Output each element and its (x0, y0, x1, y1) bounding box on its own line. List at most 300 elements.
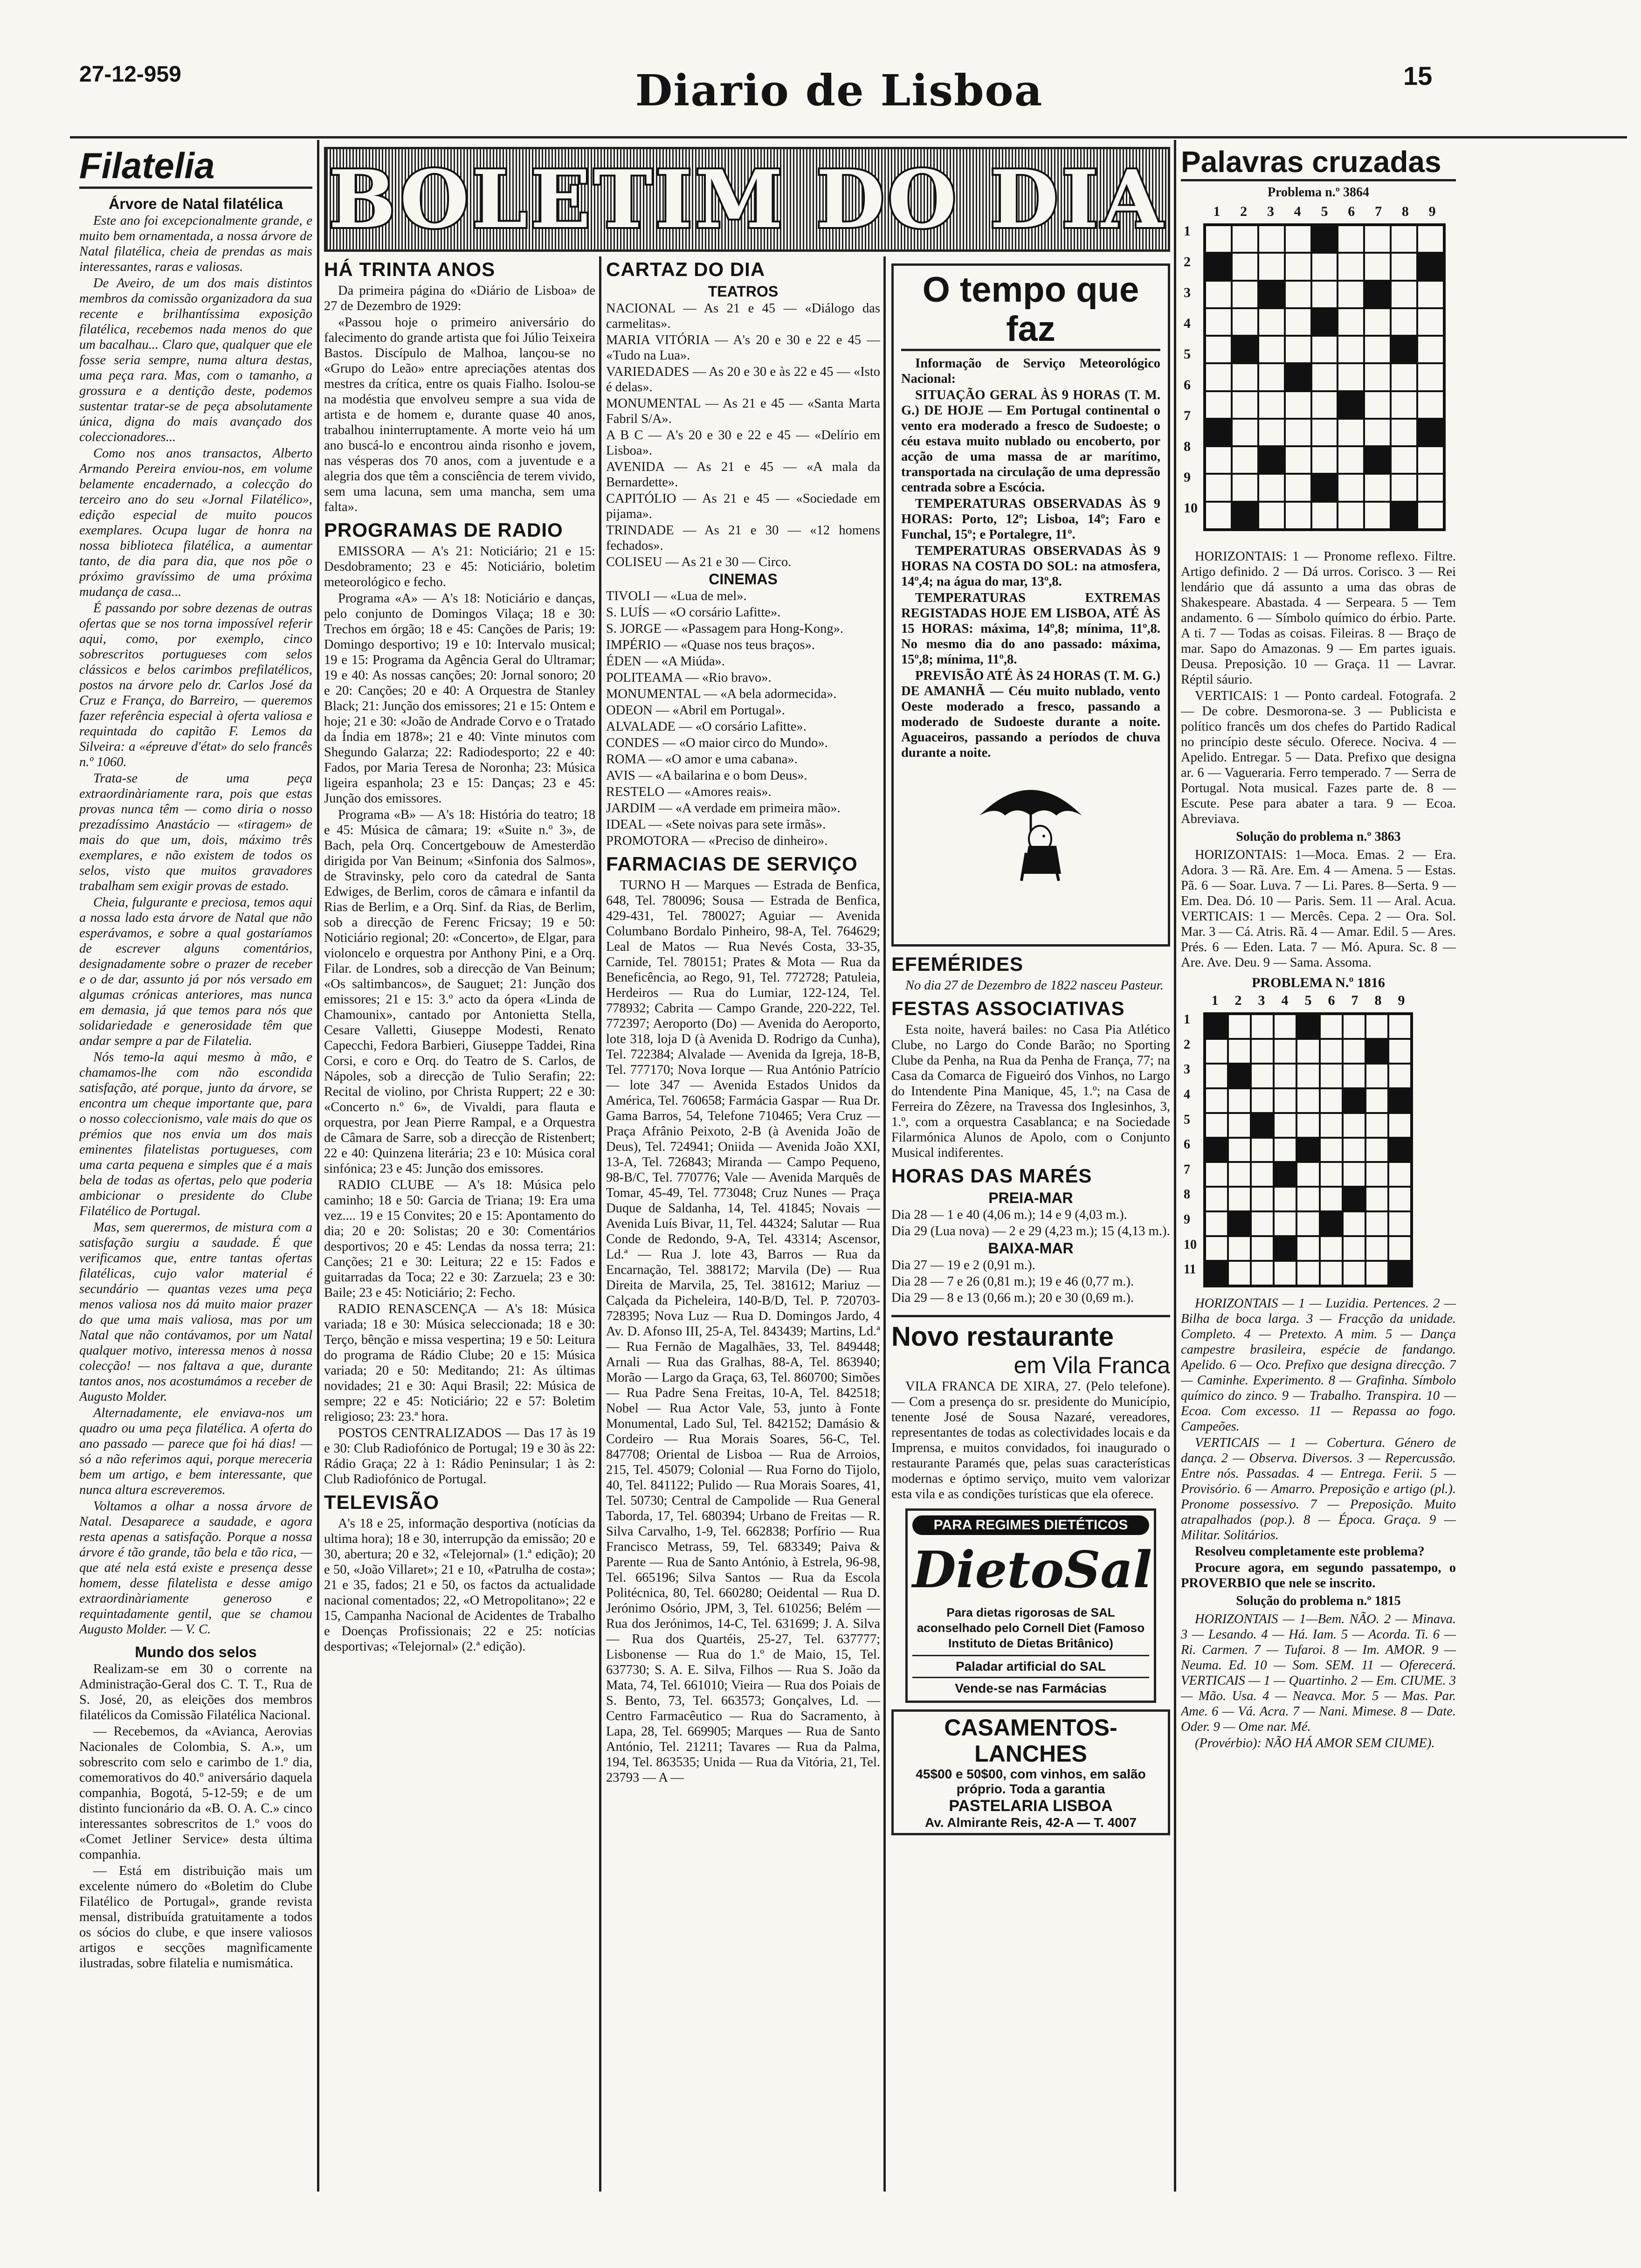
crossword-cell (1205, 1187, 1228, 1211)
right-middle-column (891, 954, 1170, 2189)
crossword-cell (1338, 474, 1364, 501)
filatelia-column (79, 145, 312, 2192)
crossword-cell (1388, 1162, 1411, 1187)
crossword-cell (1285, 308, 1311, 336)
crossword-cell (1258, 308, 1285, 336)
crossword-cell (1258, 363, 1285, 391)
crossword-cell (1365, 1187, 1388, 1211)
radio-paragraph: Programa «A» — A's 18: Noticiário e danças, pelo conjunto de Domingos Vilaça; 18 e 30: Trechos em órgão; 18 e 45: Canções de Paris; 19: Domingo desportivo; 19 e 10: Intervalo musical; 19 e 15: Programa da Agência Geral do Ultramar; 19 e 40: As nossas canções; 20: Jornal sonoro; 20 e 20: Canções; 20 e 40: A Orquestra de Stanley Black; 21: Junção dos emissores; 21 e 15: Ontem e hoje; 21 e 30: «João de Andrade Corvo e o Tratado da Índia em 1878»; 21 e 40: Vinte minutos com Shegundo Galarza; 22: Radiodesporto; 22 e 40: Fados, por Maria Teresa de Noronha; 23: Música ligeira espanhola; 23 e 15: Danças; 23 e 45: Junção dos emissores. (324, 591, 595, 806)
crossword-cell (1320, 1113, 1343, 1138)
efemerides-text: No dia 27 de Dezembro de 1822 nasceu Pasteur. (905, 978, 1164, 993)
crossword-cell (1228, 1138, 1251, 1162)
crossword-cell (1228, 1088, 1251, 1113)
radio-title: PROGRAMAS DE RADIO (324, 519, 563, 541)
crossword-cell (1205, 308, 1232, 336)
crossword-cell (1417, 419, 1444, 446)
teatros-title: TEATROS (708, 283, 779, 300)
crossword-cell (1364, 363, 1391, 391)
crossword-cell (1228, 1064, 1251, 1088)
col-label: 9 (1398, 993, 1405, 1008)
mundo-selos-paragraph: Realizam-se em 30 o corrente na Administração-Geral dos C. T. T., Rua de S. José, 20, as eleições dos membros filatélicos da Comissão Filatélica Nacional. (79, 1662, 312, 1722)
cinema-listing: ROMA — «O amor e uma cabana». (606, 752, 798, 767)
crossword-cell (1343, 1064, 1365, 1088)
crossword-cell (1228, 1039, 1251, 1064)
cinema-listing: S. LUÍS — «O corsário Lafitte». (606, 605, 781, 620)
row-label: 8 (1184, 1187, 1190, 1202)
col-label: 7 (1351, 993, 1358, 1008)
crossword-cell (1205, 1064, 1228, 1088)
crossword-cell (1205, 446, 1232, 474)
dietosal-ad (905, 1508, 1156, 1703)
crossword-cell (1364, 308, 1391, 336)
crossword-cell (1232, 281, 1258, 308)
sol-1815-text: HORIZONTAIS — 1—Bem. NÃO. 2 — Minava. 3 — Lesando. 4 — Há. Iam. 5 — Acorda. Ti. 6 — Ri. Carmen. 7 — Tufaroi. 8 — Im. AMOR. 9 — Neuma. Ed. 10 — Som. SEM. 11 — Oferecerá. VERTICAIS — 1 — Quartinho. 2 — Em. CIUME. 3 — Mão. Usa. 4 — Neavca. Mor. 5 — Mas. Par. Ame. 6 — Vá. Acra. 7 — Nani. Mimese. 8 — Date. Oder. 9 — Ome nar. Mé. (1181, 1612, 1456, 1734)
festas-text: Esta noite, haverá bailes: no Casa Pia Atlético Clube, no Largo do Conde Barão; no Sporting Clube da Penha, na Rua da Penha de França, 77; na Casa da Comarca de Figueiró dos Vinhos, no Largo do Intendente Pina Manique, 45, 1.º; na Casa de Ferreira do Zêzere, na Travessa dos Inglesinhos, 3, 1.º, com a orquestra Casablanca; e na Sociedade Filarmónica Alunos de Apolo, com o Conjunto Musical indiferentes. (891, 1023, 1170, 1160)
row-label: 5 (1184, 1112, 1190, 1127)
baixa-mar-entry: Dia 29 — 8 e 13 (0,66 m.); 20 e 30 (0,69 m.). (891, 1291, 1134, 1305)
cinema-listing: POLITEAMA — «Rio bravo». (606, 671, 772, 685)
crossword-cell (1388, 1211, 1411, 1236)
teatro-listing: TRINDADE — As 21 e 30 — «12 homens fechados». (606, 523, 880, 553)
cartaz-title: CARTAZ DO DIA (606, 259, 765, 280)
teatro-listing: VARIEDADES — As 20 e 30 e às 22 e 45 — «Isto é delas». (606, 365, 880, 394)
cinema-listing: RESTELO — «Amores reais». (606, 785, 772, 799)
restaurante-subtitle: em Vila Franca (1014, 1352, 1170, 1378)
column-rule (599, 256, 601, 2192)
dietosal-line2: Paladar artificial do SAL (912, 1655, 1149, 1674)
televisao-title: TELEVISÃO (324, 1491, 440, 1513)
radio-paragraph: RADIO CLUBE — A's 18: Música pelo caminho; 18 e 50: Garcia de Triana; 19: Era uma vez.... 19 e 15 Convites; 20 e 15: Apontamento do dia; 20 e 20: Solistas; 20 e 30: Comentários desportivos; 20 e 45: Lendas da nossa terra; 21: Canções; 21 e 30: Leitura; 22 e 15: Fados e guitarradas da Toca; 22 e 30: Zarzuela; 23 e 30: Baile; 23 e 45: Noticiário; 2: Fecho. (324, 1178, 595, 1300)
column-rule (317, 140, 319, 2192)
radio-paragraph: RADIO RENASCENÇA — A's 18: Música variada; 18 e 30: Música seleccionada; 18 e 30: Terço, bênção e missa vespertina; 19 e 50: Leitura do programa de Rádio Clube; 20 e 15: Música variada; 20 e 50: Meditando; 21: As últimas novidades; 21 e 30: Aqui Brasil; 22: Música de sempre; 22 e 45: Noticiário; 22 e 57: Boletim religioso; 23: 23.ª hora. (324, 1302, 595, 1424)
crossword-cell (1365, 1236, 1388, 1261)
crossword-cell (1251, 1138, 1274, 1162)
tempo-paragraph: TEMPERATURAS EXTREMAS REGISTADAS HOJE EM LISBOA, ATÉ ÀS 15 HORAS: máxima, 14º,8; mínima, 11º,8. No mesmo dia do ano passado: máxima, 15º,8; mínima, 11º,8. (901, 591, 1160, 667)
row-label: 7 (1184, 1162, 1190, 1177)
crossword-cell (1285, 225, 1311, 253)
crossword-cell (1285, 253, 1311, 280)
crossword-cell (1205, 1014, 1228, 1039)
filatelia-paragraph: Alternadamente, ele enviava-nos um quadro ou uma peça filatélica. A oferta do ano passado — parece que foi há dias! — só a não referimos aqui, porque mereceria bem um artigo, e bem interessante, que nunca altura escreveremos. (79, 1406, 312, 1497)
trinta-anos-paragraph: «Passou hoje o primeiro aniversário do falecimento do grande artista que foi Júlio Teixeira Bastos. Discípulo de Malhoa, lançou-se no «Grupo do Leão» entre apreciações atentas dos mestres da crítica, entre os quais Fialho. Isolou-se na modéstia que envolveu sempre a sua vida de artista e de homem e, durante quase 40 anos, trabalhou ininterruptamente. A morte veio há um ano buscá-lo e encontrou ainda risonho e jovem, nas vésperas dos 70 anos, com a juventude e a alegria dos que têm a consciência de terem vivido, sem uma lacuna, sem uma mancha, sem uma falta». (324, 315, 595, 514)
crossword-cell (1296, 1064, 1319, 1088)
efemerides-title: EFEMÉRIDES (891, 954, 1024, 975)
crossword-cell (1251, 1187, 1274, 1211)
crossword-cell (1364, 281, 1391, 308)
crossword-cell (1320, 1138, 1343, 1162)
palavras-cruzadas-column (1181, 145, 1456, 2192)
crossword-cell (1365, 1039, 1388, 1064)
row-label: 3 (1184, 285, 1191, 300)
crossword-cell (1343, 1187, 1365, 1211)
row-label: 9 (1184, 1212, 1190, 1227)
crossword-cell (1285, 474, 1311, 501)
crossword-cell (1365, 1014, 1388, 1039)
crossword-cell (1343, 1236, 1365, 1261)
crossword-cell (1258, 474, 1285, 501)
crossword-cell (1274, 1261, 1296, 1286)
crossword-cell (1365, 1261, 1388, 1286)
crossword-cell (1338, 446, 1364, 474)
cinema-listing: AVIS — «A bailarina e o bom Deus». (606, 768, 807, 783)
filatelia-paragraph: É passando por sobre dezenas de outras ofertas que se nos torna impossível referir aqui, como, por exemplo, cinco sobrescritos portugueses com selos clássicos e belos carimbos prefilatélicos, postos na árvore pelo dr. Carlos José da Cruz e França, do Barreiro, — queremos fazer referência especial à oferta valiosa e requintada do capitão F. Lemos da Silveira: a «épreuve d'état» do selo francês n.º 1060. (79, 601, 312, 769)
crossword-cell (1251, 1162, 1274, 1187)
crossword-cell (1296, 1211, 1319, 1236)
page-number: 15 (1403, 61, 1433, 90)
crossword-cell (1364, 474, 1391, 501)
festas-title: FESTAS ASSOCIATIVAS (891, 997, 1125, 1019)
crossword-cell (1296, 1187, 1319, 1211)
proverbio-prompt: Procure agora, em segundo passatempo, o PROVERBIO que nele se inscrito. (1181, 1561, 1456, 1590)
crossword-cell (1417, 502, 1444, 529)
crossword-cell (1391, 502, 1417, 529)
crossword-cell (1338, 308, 1364, 336)
problem-1816-label: PROBLEMA N.º 1816 (1252, 975, 1385, 990)
crossword-cell (1274, 1187, 1296, 1211)
dietosal-top: PARA REGIMES DIETÉTICOS (912, 1515, 1149, 1535)
crossword-cell (1274, 1138, 1296, 1162)
col-label: 4 (1294, 204, 1301, 219)
crossword-cell (1205, 1039, 1228, 1064)
crossword-cell (1417, 363, 1444, 391)
cinema-listing: JARDIM — «A verdade em primeira mão». (606, 801, 841, 816)
tempo-paragraph: Informação de Serviço Meteorológico Nacional: (901, 356, 1160, 386)
crossword-cell (1228, 1162, 1251, 1187)
crossword-cell (1296, 1113, 1319, 1138)
crossword-cell (1320, 1088, 1343, 1113)
crossword-cell (1228, 1236, 1251, 1261)
row-label: 6 (1184, 377, 1191, 393)
crossword-cell (1311, 281, 1338, 308)
preia-mar-title: PREIA-MAR (988, 1189, 1073, 1206)
tempo-paragraph: TEMPERATURAS OBSERVADAS ÀS 9 HORAS NA COSTA DO SOL: na atmosfera, 14º,4; na água do mar, 13º,8. (901, 544, 1160, 589)
cinema-listing: IMPÉRIO — «Quase nos teus braços». (606, 638, 815, 652)
crossword-cell (1232, 336, 1258, 363)
crossword-cell (1285, 502, 1311, 529)
mares-title: HORAS DAS MARÉS (891, 1165, 1092, 1187)
crossword-cell (1388, 1014, 1411, 1039)
filatelia-paragraph: Este ano foi excepcionalmente grande, e muito bem ornamentada, a nossa árvore de Natal filatélica, cheia de prendas as mais interessantes, raras e valiosas. (79, 214, 312, 274)
crossword-cell (1311, 391, 1338, 419)
crossword-cell (1296, 1138, 1319, 1162)
crossword-cell (1388, 1187, 1411, 1211)
crossword-cell (1338, 419, 1364, 446)
crossword-3864-grid (1203, 223, 1446, 531)
crossword-cell (1365, 1088, 1388, 1113)
tempo-title: O tempo que faz (901, 270, 1160, 351)
filatelia-paragraph: Trata-se de uma peça extraordinàriamente rara, pois que estas provas nunca têm — como diria o nosso prezadíssimo Anastácio — «tiragem» de mais do que um, dois, máximo três exemplares, e não existem de todos os selos, visto que muitos gravadores trabalham sem exigir provas de estado. (79, 771, 312, 893)
col-label: 3 (1258, 993, 1265, 1008)
crossword-1816-col-labels (1203, 993, 1413, 1009)
crossword-cell (1251, 1236, 1274, 1261)
crossword-cell (1364, 502, 1391, 529)
crossword-cell (1343, 1261, 1365, 1286)
horizontais-3864: HORIZONTAIS: 1 — Pronome reflexo. Filtre. Artigo definido. 2 — Dá urros. Corisco. 3 — Rei lendário que dá assunto a uma das obras de Shakespeare. Abastada. 4 — Serpeara. 5 — Tem andamento. 6 — Símbolo químico do érbio. Parte. A ti. 7 — Todas as coisas. Fileiras. 8 — Braço de mar. Sapo do Amazonas. 9 — Em partes iguais. Deusa. Preposição. 10 — Graça. 11 — Lavrar. Réptil sáurio. (1181, 549, 1456, 687)
crossword-1816-grid (1203, 1012, 1413, 1287)
crossword-cell (1274, 1236, 1296, 1261)
crossword-cell (1320, 1064, 1343, 1088)
restaurante-text: VILA FRANCA DE XIRA, 27. (Pelo telefone). — Com a presença do sr. presidente do Município, tenente José de Sousa Nazaré, vereadores, representantes de todas as colectividades locais e da Imprensa, e muitos convidados, foi inaugurado o restaurante Paramés que, pelas suas características modernas e óptimo serviço, muito vem valorizar esta vila e as condições turísticas que ela oferece. (891, 1379, 1170, 1501)
crossword-cell (1296, 1162, 1319, 1187)
casamentos-title: CASAMENTOS-LANCHES (944, 1715, 1117, 1767)
filatelia-paragraph: Voltamos a olhar a nossa árvore de Natal. Desaparece a saudade, e agora resta apenas a satisfação. Porque a nossa árvore é tão grande, tão bela e tão rica, — que até nela está existe e presença desse homem, desse filatelista e desse amigo extraordinàriamente generoso e requintadamente gentil, que se chamou Augusto Molder. — V. C. (79, 1499, 312, 1637)
crossword-cell (1205, 1138, 1228, 1162)
dietosal-brand: DietoSal (912, 1541, 1152, 1599)
crossword-cell (1343, 1162, 1365, 1187)
crossword-cell (1228, 1211, 1251, 1236)
mundo-selos-paragraph: — Está em distribuição mais um excelente número do «Boletim do Clube Filatélico de Portugal», grande revista mensal, distribuída gratuitamente a todos os sócios do clube, e que insere valiosos artigos e secções magnìficamente ilustradas, sobre filatelia e numismática. (79, 1864, 312, 1971)
trinta-anos-title: HÁ TRINTA ANOS (324, 259, 496, 280)
row-label: 9 (1184, 470, 1191, 485)
proverbio-text: (Provérbio): NÃO HÁ AMOR SEM CIUME). (1195, 1736, 1435, 1750)
crossword-cell (1343, 1138, 1365, 1162)
crossword-cell (1285, 391, 1311, 419)
crossword-cell (1296, 1236, 1319, 1261)
crossword-cell (1232, 308, 1258, 336)
crossword-cell (1258, 253, 1285, 280)
cinema-listing: CONDES — «O maior circo do Mundo». (606, 736, 828, 750)
crossword-cell (1205, 281, 1232, 308)
crossword-cell (1205, 225, 1232, 253)
crossword-cell (1205, 502, 1232, 529)
crossword-cell (1338, 336, 1364, 363)
horizontais-1816: HORIZONTAIS — 1 — Luzidia. Pertences. 2 — Bilha de boca larga. 3 — Fracção da unidade. Completo. 4 — Pretexto. A mim. 5 — Dança campestre brasileira, espécie de fandango. Apelido. 6 — Oco. Prefixo que designa direcção. 7 — Caminhe. Experimento. 8 — Grafinha. Símbolo químico do zinco. 9 — Trabalho. Transpira. 10 — Ecoa. Com excesso. 11 — Repassa ao fogo. Campeões. (1181, 1296, 1456, 1434)
crossword-cell (1285, 363, 1311, 391)
crossword-cell (1232, 225, 1258, 253)
crossword-cell (1343, 1088, 1365, 1113)
crossword-cell (1343, 1211, 1365, 1236)
palavras-title: Palavras cruzadas (1181, 145, 1456, 181)
col-label: 5 (1321, 204, 1328, 219)
header-date: 27-12-959 (79, 62, 181, 87)
cartaz-column (606, 259, 880, 2194)
crossword-cell (1365, 1113, 1388, 1138)
tempo-paragraph: PREVISÃO ATÉ ÀS 24 HORAS (T. M. G.) DE AMANHÃ — Céu muito nublado, vento Oeste moderado a fresco, passando a moderado de Sudoeste durante a noite. Aguaceiros, passando a períodos de chuva durante a noite. (901, 669, 1160, 760)
crossword-cell (1338, 391, 1364, 419)
crossword-cell (1320, 1211, 1343, 1236)
row-label: 7 (1184, 408, 1191, 423)
cinema-listing: ALVALADE — «O corsário Lafitte». (606, 719, 807, 734)
crossword-cell (1232, 419, 1258, 446)
crossword-cell (1311, 502, 1338, 529)
baixa-mar-title: BAIXA-MAR (988, 1240, 1074, 1257)
crossword-cell (1388, 1113, 1411, 1138)
crossword-cell (1365, 1211, 1388, 1236)
row-label: 10 (1184, 1237, 1197, 1252)
crossword-cell (1320, 1236, 1343, 1261)
cinema-listing: IDEAL — «Sete noivas para sete irmãs». (606, 817, 826, 832)
crossword-cell (1391, 363, 1417, 391)
crossword-cell (1338, 253, 1364, 280)
crossword-cell (1311, 225, 1338, 253)
filatelia-subtitle: Árvore de Natal filatélica (109, 195, 283, 212)
crossword-cell (1320, 1162, 1343, 1187)
crossword-cell (1364, 446, 1391, 474)
baixa-mar-entry: Dia 27 — 19 e 2 (0,91 m.). (891, 1258, 1035, 1272)
crossword-cell (1205, 1113, 1228, 1138)
filatelia-paragraph: Cheia, fulgurante e preciosa, temos aqui a nossa lado esta árvore de Natal que não esperávamos, e sobre a qual gostaríamos de escrever alguns comentários, designadamente sobre o prazer de receber e o de dar, assunto já por nós versado em algumas crónicas anteriores, mas nunca em demasia, já que temos para nós que solidariedade e generosidade têm que andar sempre a par de Filatelia. (79, 895, 312, 1048)
crossword-cell (1258, 391, 1285, 419)
crossword-cell (1311, 419, 1338, 446)
col-label: 2 (1240, 204, 1248, 219)
radio-paragraph: EMISSORA — A's 21: Noticiário; 21 e 15: Desdobramento; 23 e 45: Noticiário, boletim meteorológico e fecho. (324, 544, 595, 589)
crossword-1816 (1181, 993, 1456, 1296)
col-label: 5 (1304, 993, 1312, 1008)
preia-mar-entry: Dia 28 — 1 e 40 (4,06 m.); 14 e 9 (4,03 m.). (891, 1208, 1127, 1222)
umbrella-man-icon (970, 764, 1091, 890)
crossword-cell (1320, 1014, 1343, 1039)
col-label: 4 (1281, 993, 1289, 1008)
tempo-box (891, 263, 1170, 947)
casamentos-address: Av. Almirante Reis, 42-A — T. 4007 (925, 1815, 1137, 1830)
crossword-cell (1205, 253, 1232, 280)
trinta-anos-paragraph: Da primeira página do «Diário de Lisboa» de 27 de Dezembro de 1929: (324, 284, 595, 313)
row-label: 8 (1184, 439, 1191, 454)
row-label: 4 (1184, 316, 1191, 331)
col-label: 6 (1348, 204, 1355, 219)
row-label: 2 (1184, 1037, 1190, 1052)
radio-paragraph: Programa «B» — A's 18: História do teatro; 18 e 45: Música de câmara; 19: «Suite n.º 3», de Bach, pela Orq. Concertgebouw de Amesterdão dirigida por Van Beinum; «Sinfonia dos Salmos», de Stravinsky, pelo coro da catedral de Santa Edwiges, de Berlim, coros de câmara e infantil da Rias de Berlim, e a Orq. Sinf. da Rias, de Berlim, sob a direcção de Ferenc Fricsay; 19 e 50: Noticiário regional; 20: «Concerto», de Elgar, para violoncelo e orquestra por Anthony Pini, e a Orq. Filar. de Londres, sob a direcção de Van Beinum; «Os saltimbancos», de Sauguet; 21: Junção dos emissores; 21 e 15: 3.º acto da ópera «Linda de Chamounix», cantado por Antonietta Stella, Cesare Valletti, Giuseppe Modesti, Renato Capecchi, Fedora Barbieri, Giuseppe Taddei, Rina Corsi, e coro e Orq. do Teatro de S. Carlos, de Nápoles, sob a direcção de Tulio Serafin; 22: Recital de violino, por Christa Ruppert; 22 e 30: «Concerto n.º 6», de Vivaldi, para flauta e orquestra, por Jean Pierre Rampal, e a Orquestra de Câmara de Sarre, sob a direcção de Ristenbert; 22 e 40: Quinzena literária; 23 e 10: Música coral sinfónica; 23 e 45: Junção dos emissores. (324, 808, 595, 1176)
boletim-title: BOLETIM DO DIA (329, 152, 1165, 246)
crossword-cell (1274, 1014, 1296, 1039)
col-label: 1 (1211, 993, 1219, 1008)
crossword-cell (1388, 1261, 1411, 1286)
crossword-cell (1311, 363, 1338, 391)
cinema-listing: S. JORGE — «Passagem para Hong-Kong». (606, 622, 843, 636)
dietosal-line1: Para dietas rigorosas de SAL aconselhado pelo Cornell Diet (Famoso Instituto de Dietas Britânico) (917, 1605, 1145, 1650)
crossword-cell (1343, 1039, 1365, 1064)
restaurante-title: Novo restaurante (891, 1315, 1170, 1352)
crossword-cell (1274, 1064, 1296, 1088)
teatro-listing: CAPITÓLIO — As 21 e 45 — «Sociedade em pijama». (606, 491, 880, 521)
crossword-cell (1251, 1113, 1274, 1138)
crossword-cell (1258, 446, 1285, 474)
crossword-cell (1232, 446, 1258, 474)
crossword-cell (1364, 225, 1391, 253)
tempo-paragraph: TEMPERATURAS OBSERVADAS ÀS 9 HORAS: Porto, 12º; Lisboa, 14º; Faro e Funchal, 15º; e Portalegre, 11º. (901, 497, 1160, 542)
verticais-1816: VERTICAIS — 1 — Cobertura. Género de dança. 2 — Observa. Diversos. 3 — Repercussão. Entre nós. Passadas. 4 — Entrega. Ferii. 5 — Provisório. 6 — Amarro. Preposição e artigo (pl.). Pronome possessivo. 7 — Preposição. Muito atrapalhados (pop.). 8 — Época. Graça. 9 — Militar. Solitários. (1181, 1436, 1456, 1542)
sol-3863-title: Solução do problema n.º 3863 (1236, 830, 1401, 844)
crossword-cell (1274, 1039, 1296, 1064)
crossword-cell (1258, 225, 1285, 253)
crossword-cell (1391, 253, 1417, 280)
filatelia-title: Filatelia (79, 145, 312, 189)
teatro-listing: AVENIDA — As 21 e 45 — «A mala da Bernardette». (606, 460, 880, 490)
crossword-cell (1251, 1211, 1274, 1236)
mundo-selos-paragraph: — Recebemos, da «Avianca, Aerovias Nacionales de Colombia, S. A.», um sobrescrito com selo e carimbo de 1.º dia, comemorativos do 40.º aniversário daquela companhia, Bogotá, 5-12-59; e de um distinto funcionário da «B. O. A. C.» cinco interessantes sobrescritos de 1.º voos do «Comet Jetliner Service» desta última companhia. (79, 1724, 312, 1862)
row-label: 1 (1184, 223, 1191, 239)
crossword-cell (1232, 253, 1258, 280)
televisao-paragraph: A's 18 e 25, informação desportiva (notícias da ultima hora); 18 e 30, interrupção da emissão; 20 e 30, abertura; 20 e 32, «Telejornal» (1.ª edição); 20 e 50, «João Villaret»; 21 e 10, «Patrulha de costa»; 21 e 35, fados; 21 e 50, os factos da actualidade nacional comentados; 22, «O Metropolitano»; 22 e 15, Campanha Nacional de Acidentes de Trabalho e Doenças Profissionais; 22 e 25: notícias desportivas; «Telejornal» (2.ª edição). (324, 1516, 595, 1654)
crossword-cell (1311, 474, 1338, 501)
crossword-cell (1205, 1162, 1228, 1187)
row-label: 10 (1184, 500, 1198, 516)
header-rule (70, 136, 1627, 138)
crossword-cell (1274, 1113, 1296, 1138)
radio-paragraph: POSTOS CENTRALIZADOS — Das 17 às 19 e 30: Club Radiofónico de Portugal; 19 e 30 às 22: Rádio Graça; 22 à 1: Rádio Peninsular; 1 às 2: Club Radiofónico de Portugal. (324, 1426, 595, 1487)
crossword-cell (1274, 1211, 1296, 1236)
crossword-cell (1417, 446, 1444, 474)
crossword-cell (1205, 363, 1232, 391)
verticais-3864: VERTICAIS: 1 — Ponto cardeal. Fotografa. 2 — De cobre. Desmorona-se. 3 — Publicista e político francês um dos chefes do Partido Radical no princípio deste século. Oferece. Nociva. 4 — Apelido. Entregar. 5 — Data. Prefixo que designa ar. 6 — Vagueraria. Ferro temperado. 7 — Serra de Portugal. Nota musical. Fazes parte de. 8 — Escute. Pese para abater a tara. 9 — Ecoa. Abreviava. (1181, 689, 1456, 826)
crossword-cell (1251, 1014, 1274, 1039)
row-label: 4 (1184, 1087, 1190, 1102)
crossword-cell (1285, 336, 1311, 363)
crossword-cell (1388, 1138, 1411, 1162)
crossword-cell (1205, 1088, 1228, 1113)
crossword-cell (1365, 1162, 1388, 1187)
teatro-listing: MARIA VITÓRIA — A's 20 e 30 e 22 e 45 — «Tudo na Lua». (606, 333, 880, 363)
crossword-cell (1338, 281, 1364, 308)
crossword-cell (1391, 281, 1417, 308)
crossword-cell (1388, 1236, 1411, 1261)
cinema-listing: MONUMENTAL — «A bela adormecida». (606, 687, 837, 701)
row-label: 6 (1184, 1137, 1190, 1152)
crossword-cell (1388, 1088, 1411, 1113)
crossword-cell (1320, 1261, 1343, 1286)
crossword-cell (1417, 281, 1444, 308)
crossword-cell (1274, 1088, 1296, 1113)
crossword-cell (1364, 336, 1391, 363)
crossword-cell (1364, 253, 1391, 280)
crossword-cell (1232, 363, 1258, 391)
crossword-cell (1417, 225, 1444, 253)
crossword-cell (1338, 225, 1364, 253)
page-header (0, 56, 1641, 140)
col-label: 1 (1213, 204, 1220, 219)
crossword-cell (1258, 502, 1285, 529)
crossword-3864 (1181, 204, 1456, 549)
farmacias-listing: TURNO H — Marques — Estrada de Benfica, 648, Tel. 780096; Sousa — Estrada de Benfica, 429-431, Tel. 780027; Aguiar — Avenida Columbano Bordalo Pinheiro, 98-A, Tel. 764629; Leal de Matos — Rua Nevés Costa, 33-35, Carnide, Tel. 780151; Prates & Mota — Rua da Beneficência, ao Rego, 91, Tel. 772728; Patuleia, Herdeiros — Rua do Lumiar, 122-124, Tel. 778932; Cabrita — Campo Grande, 220-222, Tel. 772397; Aeroporto (Do) — Avenida do Aeroporto, lote 318, loja D (à Avenida D. Rodrigo da Cunha), Tel. 722384; Alvalade — Avenida da Igreja, 18-B, Tel. 777170; Nova Iorque — Rua António Patrício — lote 347 — Avenida Estados Unidos da América, Tel. 760658; Farmácia Gaspar — Rua Dr. Gama Barros, 54, Telefone 710465; Vera Cruz — Praça Afrânio Peixoto, 2-B (à Avenida João de Deus), Tel. 724941; Oniida — Avenida João XXI, 13-A, Tel. 726843; Miranda — Campo Pequeno, 98-B/C, Tel. 770776; Vale — Avenida Marquês de Tomar, 45-49, Tel. 773048; Cruz Nunes — Praça Duque de Saldanha, 14, Tel. 41845; Novais — Avenida Luís Bivar, 11, Tel. 44324; Salutar — Rua Conde de Redondo, 9-A, Tel. 43314; Ascensor, Ld.ª — Rua J. lote 43, Barros — Rua da Encarnação, Tel. 388172; Marvila (De) — Rua Direita de Marvila, 25, Tel. 381612; Mariuz — Calçada da Picheleira, 140-B/D, Tel. P. 720703-728395; Nova Luz — Rua D. Domingos Jardo, 4 Av. D. Afonso III, 25-A, Tel. 843439; Martins, Ld.ª — Rua Fernão de Magalhães, 33, Tel. 849448; Arnali — Rua das Gralhas, 88-A, Tel. 863940; Morão — Largo da Graça, 63, Tel. 860700; Simões — Rua Padre Sena Freitas, 10-A, Tel. 842518; Nobel — Rua Actor Vale, 53, junto à Fonte Monumental, Lado Sul, Tel. 842152; Damásio & Cordeiro — Rua Morais Soares, 56-C, Tel. 847708; Oriental de Lisboa — Rua de Arroios, 215, Tel. 45079; Colonial — Rua Forno do Tijolo, 40, Tel. 841122; Pulido — Rua Morais Soares, 41, Tel. 50730; Central de Campolide — Rua General Taborda, 17, Tel. 680394; Urbano de Freitas — R. Silva Carvalho, 1-9, Tel. 662838; Porfírio — Rua Francisco Metrass, 59, Tel. 683349; Paiva & Parente — Rua de Santo António, à Estrela, 96-98, Tel. 665196; Silva Santos — Rua da Escola Politécnica, 80, Tel. 660280; Oeidental — Rua D. Jerónimo Osório, JPM, 3, Tel. 610256; Belém — Rua dos Jerónimos, 14-C, Tel. 631699; J. A. Silva — Rua dos Quartéis, 25-27, Tel. 637777; Lisbonense — Rua do 1.º de Maio, 15, Tel. 637730; S. A. E. Silva, Filhos — Rua S. João da Mata, 74, Tel. 661010; Vieira — Rua dos Poiais de S. Bento, 73, Tel. 663573; Gonçalves, Ld. — Centro Farmacêutico — Rua do Sacramento, à Lapa, 28, Tel. 669905; Marques — Rua de Santo António, Tel. 21211; Tavares — Rua da Palma, 194, Tel. 863535; Unida — Rua da Vitória, 21, Tel. 23793 — A — (606, 878, 880, 1785)
resolveu-question: Resolveu completamente este problema? (1195, 1544, 1425, 1559)
col-label: 3 (1267, 204, 1274, 219)
crossword-cell (1205, 391, 1232, 419)
filatelia-paragraph: Mas, sem querermos, de mistura com a satisfação surgiu a saudade. É que verificamos que, entre tantas ofertas filatélicas, cujo valor material é secundário — quantas vezes uma peça menos valiosa nos dá muito maior prazer do que uma mais valiosa, mas por um Natal que não contávamos, por um Natal qualquer motivo, interessa menos à nossa colecção! — nos faltava a que, durante tantos anos, nos acostumámos a receber de Augusto Molder. (79, 1220, 312, 1404)
teatro-listing: COLISEU — As 21 e 30 — Circo. (606, 555, 792, 569)
crossword-cell (1205, 419, 1232, 446)
casamentos-text: 45$00 e 50$00, com vinhos, em salão próprio. Toda a garantia (916, 1767, 1146, 1796)
crossword-cell (1251, 1088, 1274, 1113)
baixa-mar-entry: Dia 28 — 7 e 26 (0,81 m.); 19 e 46 (0,77 m.). (891, 1274, 1134, 1289)
boletim-banner (324, 147, 1170, 252)
crossword-cell (1311, 446, 1338, 474)
crossword-cell (1285, 419, 1311, 446)
col-label: 8 (1401, 204, 1409, 219)
crossword-1816-row-labels (1184, 1012, 1202, 1287)
row-label: 11 (1184, 1262, 1196, 1277)
crossword-cell (1388, 1064, 1411, 1088)
crossword-cell (1311, 308, 1338, 336)
row-label: 5 (1184, 346, 1191, 362)
crossword-cell (1228, 1113, 1251, 1138)
problem-3864-label: Problema n.º 3864 (1268, 185, 1369, 200)
row-label: 3 (1184, 1062, 1190, 1077)
preia-mar-entry: Dia 29 (Lua nova) — 2 e 29 (4,23 m.); 15 (4,13 m.). (891, 1224, 1170, 1238)
crossword-cell (1228, 1261, 1251, 1286)
cinemas-title: CINEMAS (709, 571, 778, 588)
crossword-cell (1285, 446, 1311, 474)
crossword-cell (1205, 336, 1232, 363)
crossword-cell (1228, 1187, 1251, 1211)
filatelia-paragraph: Como nos anos transactos, Alberto Armando Pereira enviou-nos, em volume belamente encadernado, a colecção do terceiro ano do seu «Jornal Filatélico», edição especial de muito poucos exemplares. Ocupa lugar de honra na nossa biblioteca filatélica, a aumentar tanto, de dia para dia, que nos põe o próximo gravíssimo de uma próxima mudança de casa... (79, 446, 312, 599)
crossword-cell (1311, 336, 1338, 363)
mundo-selos-subtitle: Mundo dos selos (135, 1644, 257, 1660)
crossword-cell (1417, 336, 1444, 363)
crossword-cell (1320, 1187, 1343, 1211)
teatro-listing: NACIONAL — As 21 e 45 — «Diálogo das carmelitas». (606, 301, 880, 331)
col-label: 2 (1234, 993, 1242, 1008)
crossword-cell (1320, 1039, 1343, 1064)
